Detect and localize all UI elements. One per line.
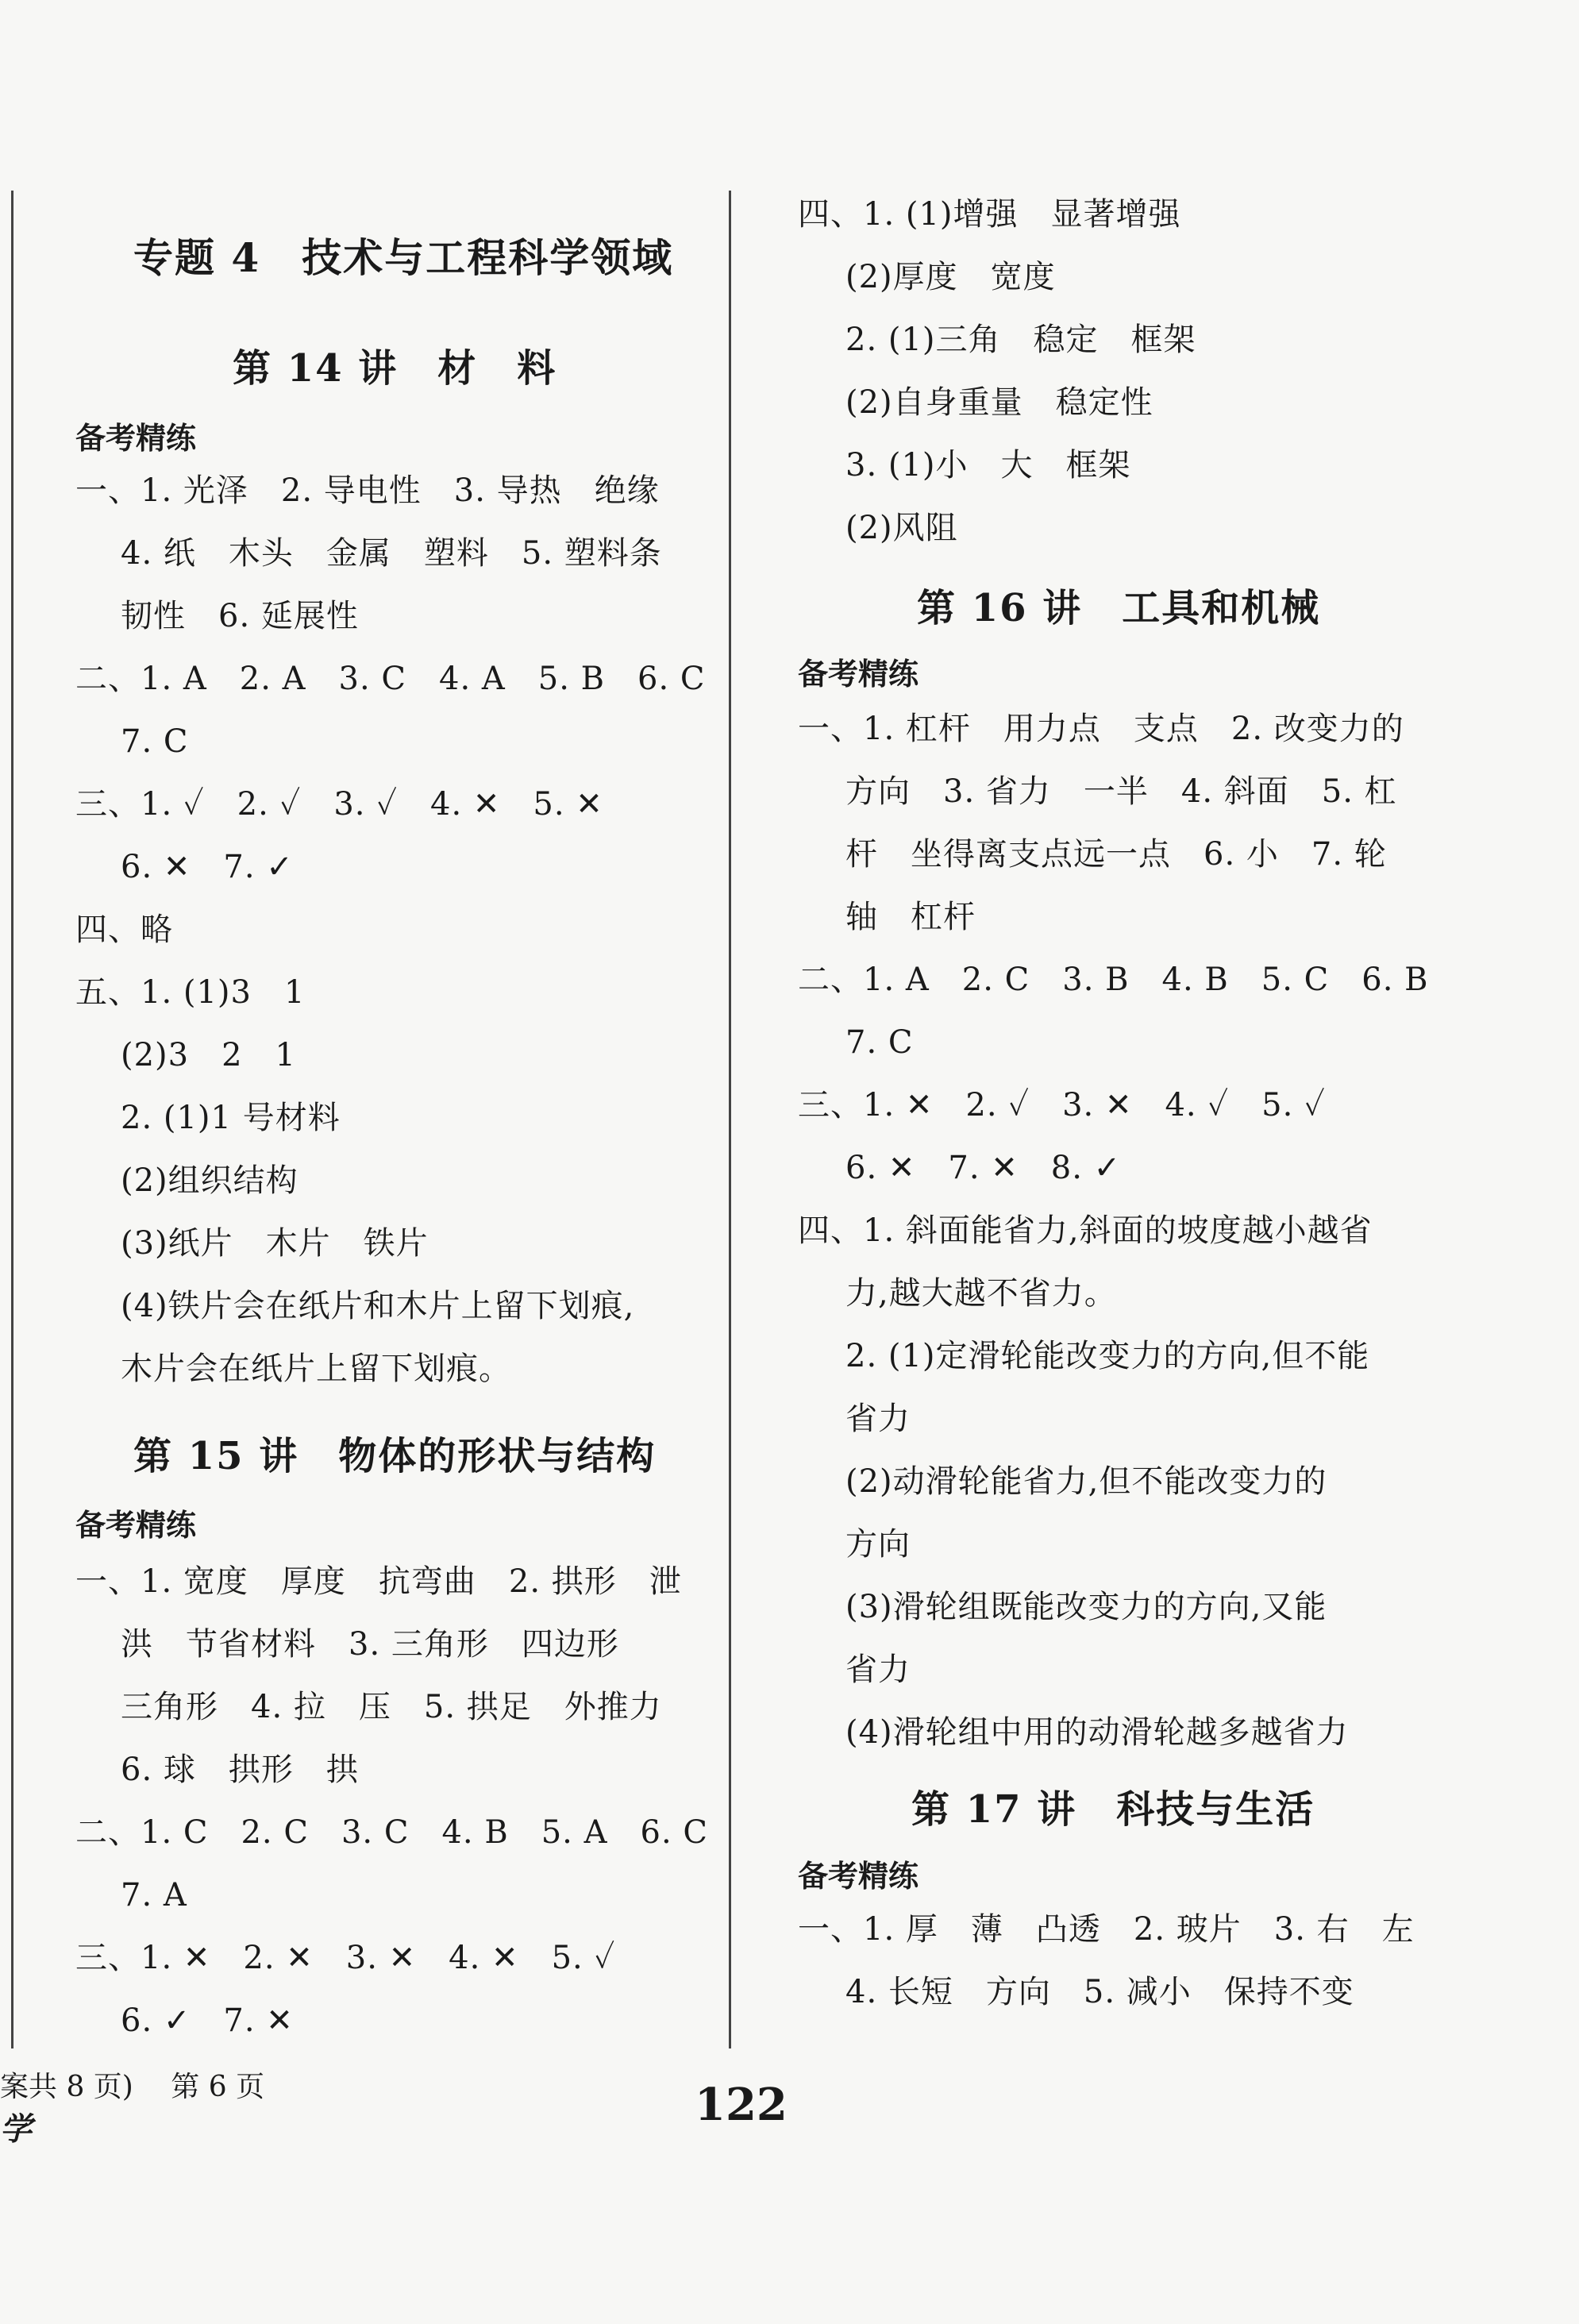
l14-line-5: 7. C bbox=[121, 723, 189, 760]
l15-line-7: 三、1. ✕ 2. ✕ 3. ✕ 4. ✕ 5. ✓ bbox=[75, 1940, 616, 1976]
l15-line-3: 三角形 4. 拉 压 5. 拱足 外推力 bbox=[121, 1689, 662, 1725]
l15-line-4: 6. 球 拱形 拱 bbox=[121, 1752, 359, 1788]
special-title: 专题 4 技术与工程科学领域 bbox=[133, 234, 674, 281]
page-number: 122 bbox=[695, 2079, 788, 2131]
l16-line-3: 杆 坐得离支点远一点 6. 小 7. 轮 bbox=[845, 836, 1387, 873]
l16-line-14: 方向 bbox=[845, 1526, 911, 1563]
l15c-line-5: 3. (1)小 大 框架 bbox=[845, 447, 1131, 484]
l15-line-5: 二、1. C 2. C 3. C 4. B 5. A 6. C bbox=[75, 1814, 708, 1851]
l16-line-8: 6. ✕ 7. ✕ 8. ✓ bbox=[845, 1150, 1122, 1186]
l15-line-8: 6. ✓ 7. ✕ bbox=[121, 2002, 294, 2039]
lecture-17-title: 第 17 讲 科技与生活 bbox=[911, 1787, 1315, 1832]
l15-line-1: 一、1. 宽度 厚度 抗弯曲 2. 拱形 泄 bbox=[75, 1563, 682, 1600]
l14-line-14: (4)铁片会在纸片和木片上留下划痕, bbox=[121, 1288, 635, 1324]
l16-line-13: (2)动滑轮能省力,但不能改变力的 bbox=[845, 1463, 1327, 1500]
l14-line-10: (2)3 2 1 bbox=[121, 1037, 297, 1073]
lecture-16-title: 第 16 讲 工具和机械 bbox=[917, 586, 1321, 630]
footer-subject: 学 bbox=[0, 2110, 32, 2148]
l14-line-2: 4. 纸 木头 金属 塑料 5. 塑料条 bbox=[121, 535, 662, 572]
l16-line-5: 二、1. A 2. C 3. B 4. B 5. C 6. B bbox=[798, 962, 1429, 998]
l16-line-10: 力,越大越不省力。 bbox=[845, 1275, 1117, 1312]
l16-line-16: 省力 bbox=[845, 1651, 911, 1688]
l16-line-1: 一、1. 杠杆 用力点 支点 2. 改变力的 bbox=[798, 711, 1404, 747]
l14-line-4: 二、1. A 2. A 3. C 4. A 5. B 6. C bbox=[75, 661, 706, 697]
l15c-line-2: (2)厚度 宽度 bbox=[845, 259, 1056, 295]
lecture-15-subtitle: 备考精练 bbox=[75, 1508, 197, 1543]
l15-line-6: 7. A bbox=[121, 1877, 187, 1914]
footer-page-info: 案共 8 页) 第 6 页 bbox=[0, 2071, 265, 2103]
l14-line-1: 一、1. 光泽 2. 导电性 3. 导热 绝缘 bbox=[75, 472, 660, 509]
lecture-17-subtitle: 备考精练 bbox=[798, 1859, 919, 1894]
l14-line-3: 韧性 6. 延展性 bbox=[121, 598, 359, 634]
l16-line-9: 四、1. 斜面能省力,斜面的坡度越小越省 bbox=[798, 1212, 1373, 1249]
l15c-line-1: 四、1. (1)增强 显著增强 bbox=[798, 196, 1181, 233]
lecture-15-title: 第 15 讲 物体的形状与结构 bbox=[133, 1434, 657, 1478]
l15-line-2: 洪 节省材料 3. 三角形 四边形 bbox=[121, 1626, 619, 1663]
l15c-line-6: (2)风阻 bbox=[845, 510, 958, 546]
l14-line-15: 木片会在纸片上留下划痕。 bbox=[121, 1351, 511, 1387]
l15c-line-3: 2. (1)三角 稳定 框架 bbox=[845, 322, 1196, 358]
left-margin-rule bbox=[11, 191, 13, 2048]
l16-line-11: 2. (1)定滑轮能改变力的方向,但不能 bbox=[845, 1338, 1370, 1374]
l16-line-4: 轴 杠杆 bbox=[845, 899, 976, 935]
l14-line-13: (3)纸片 木片 铁片 bbox=[121, 1225, 429, 1262]
l16-line-17: (4)滑轮组中用的动滑轮越多越省力 bbox=[845, 1714, 1349, 1751]
l15c-line-4: (2)自身重量 稳定性 bbox=[845, 384, 1153, 421]
l16-line-12: 省力 bbox=[845, 1401, 911, 1437]
l14-line-12: (2)组织结构 bbox=[121, 1162, 298, 1199]
l17-line-2: 4. 长短 方向 5. 减小 保持不变 bbox=[845, 1974, 1354, 2010]
lecture-14-subtitle: 备考精练 bbox=[75, 421, 197, 456]
l16-line-2: 方向 3. 省力 一半 4. 斜面 5. 杠 bbox=[845, 773, 1397, 810]
l14-line-9: 五、1. (1)3 1 bbox=[75, 974, 306, 1011]
column-divider bbox=[729, 191, 731, 2048]
lecture-16-subtitle: 备考精练 bbox=[798, 657, 919, 692]
l17-line-1: 一、1. 厚 薄 凸透 2. 玻片 3. 右 左 bbox=[798, 1911, 1415, 1948]
l16-line-7: 三、1. ✕ 2. ✓ 3. ✕ 4. ✓ 5. ✓ bbox=[798, 1087, 1326, 1123]
l16-line-15: (3)滑轮组既能改变力的方向,又能 bbox=[845, 1589, 1327, 1625]
lecture-14-title: 第 14 讲 材 料 bbox=[233, 346, 557, 391]
l14-line-7: 6. ✕ 7. ✓ bbox=[121, 849, 294, 885]
l16-line-6: 7. C bbox=[845, 1024, 914, 1061]
l14-line-6: 三、1. ✓ 2. ✓ 3. ✓ 4. ✕ 5. ✕ bbox=[75, 786, 603, 823]
l14-line-11: 2. (1)1 号材料 bbox=[121, 1100, 341, 1136]
l14-line-8: 四、略 bbox=[75, 911, 173, 948]
